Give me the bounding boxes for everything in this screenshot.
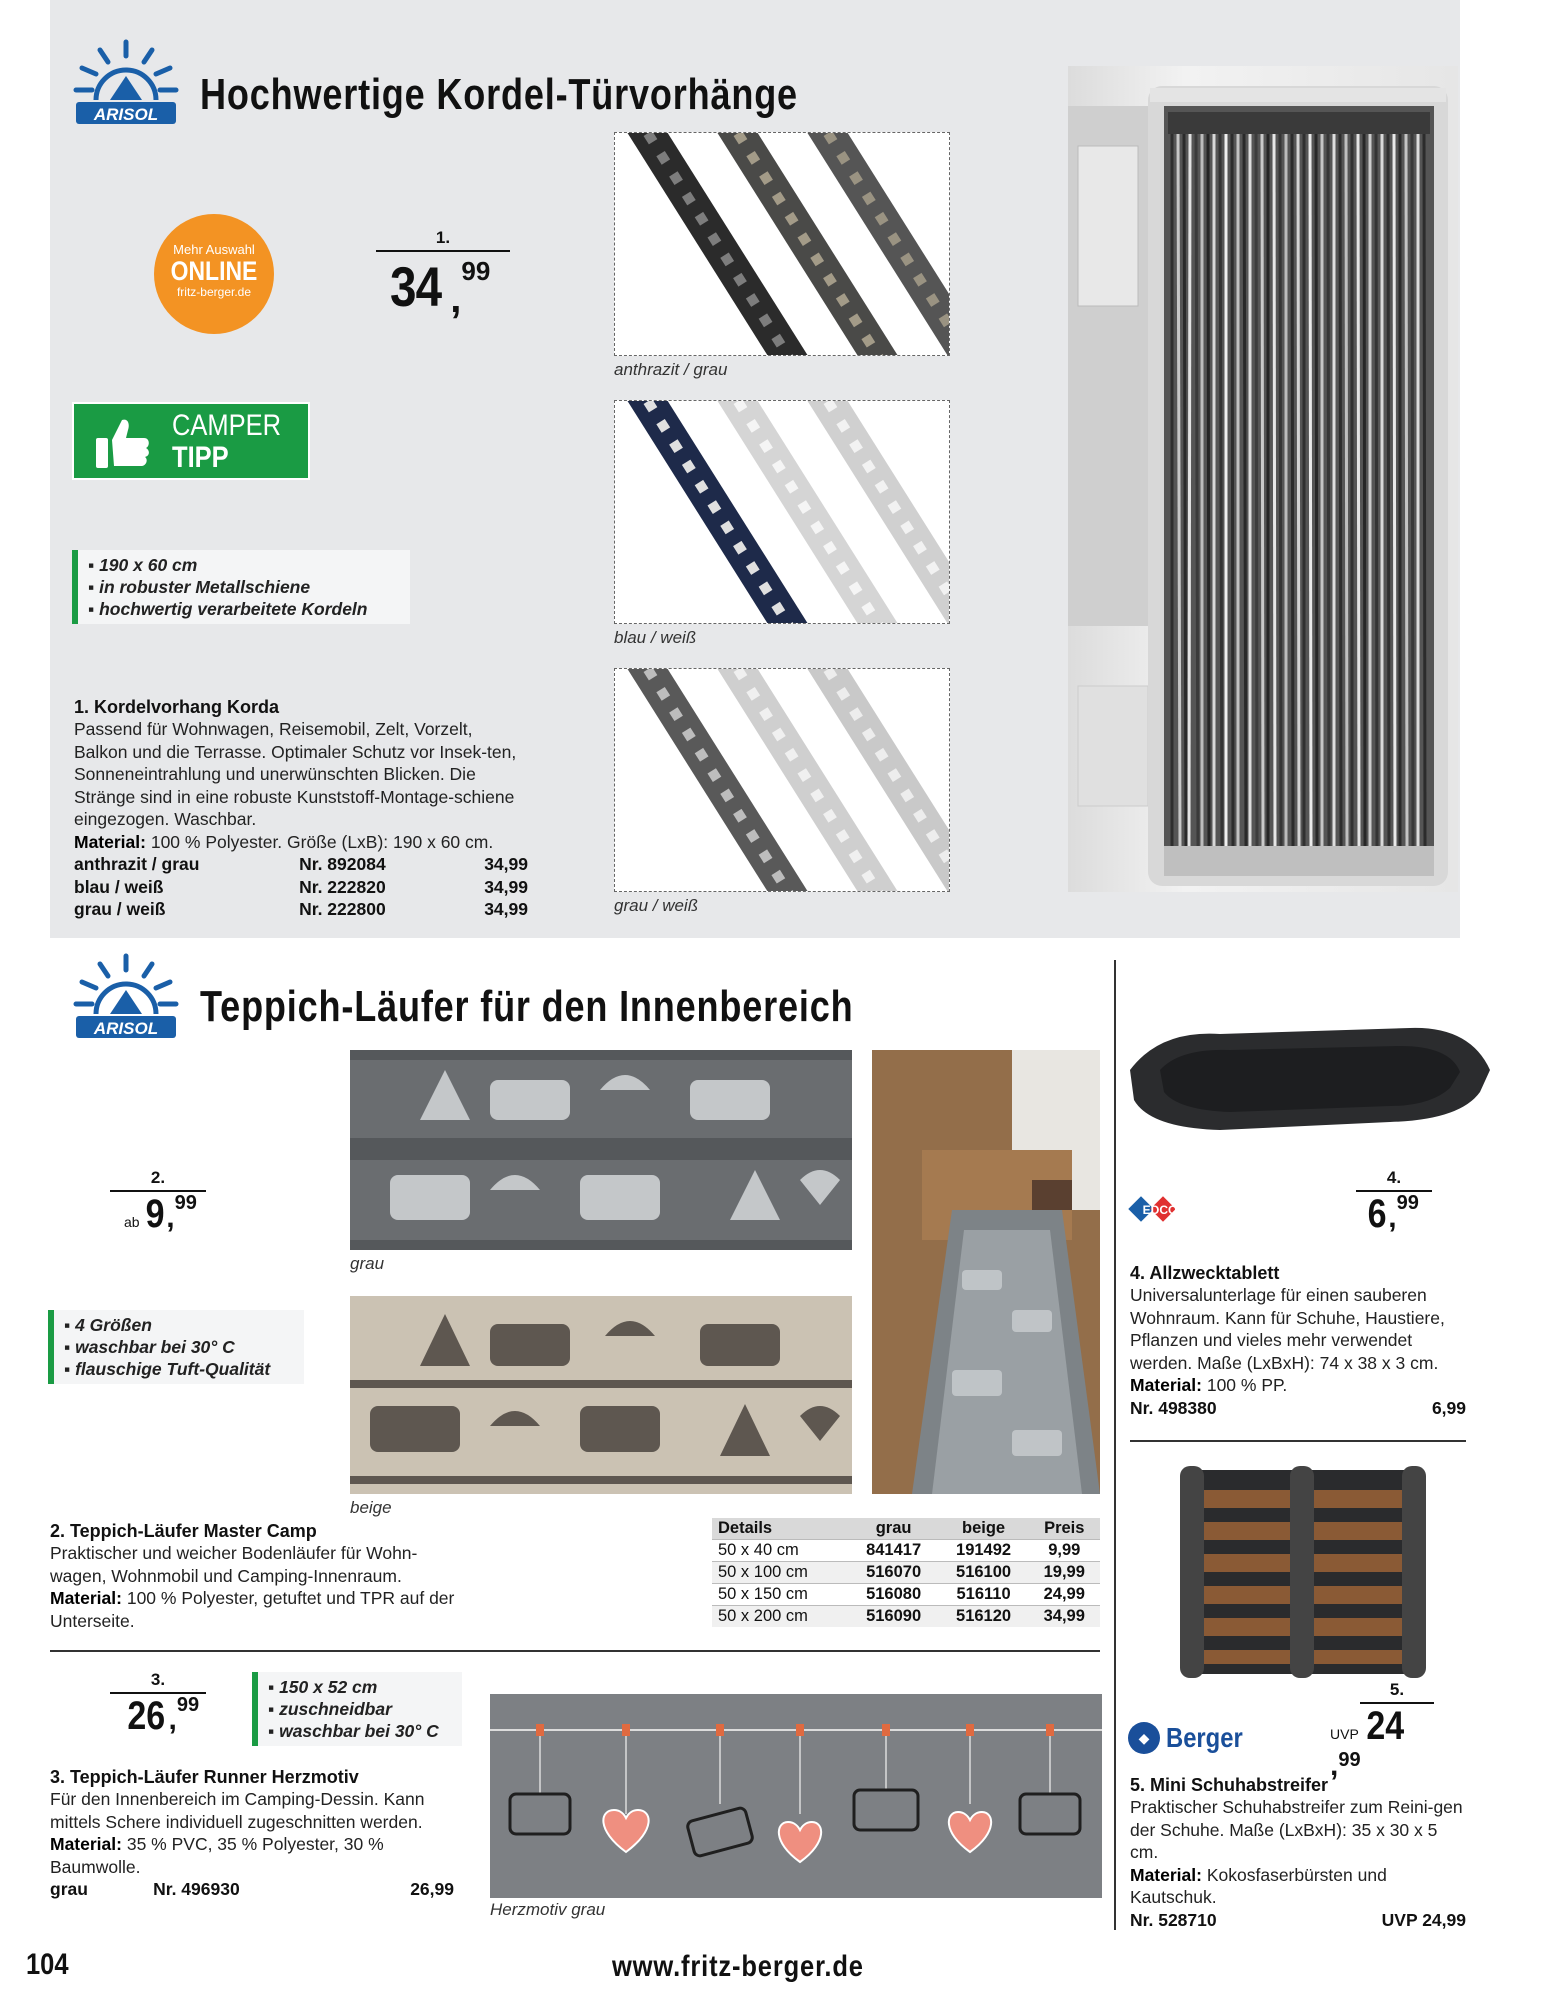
online-badge-line3: fritz-berger.de <box>176 285 252 299</box>
table-header-row <box>712 1518 1100 1540</box>
swatch-caption: grau / weiß <box>614 896 699 915</box>
price-5-decimal: 99 <box>1338 1749 1361 1771</box>
feature-item: ▪ hochwertig verarbeitete Kordeln <box>88 599 368 619</box>
table-header: beige <box>939 1518 1029 1540</box>
product-3-name: 3. Teppich-Läufer Runner Herzmotiv <box>50 1767 359 1787</box>
runner-caption: Herzmotiv grau <box>490 1900 606 1919</box>
arisol-logo <box>70 38 182 134</box>
variant-row: grau / weiß Nr. 222800 34,99 <box>74 899 528 919</box>
price-5: 5. UVP 24,99 <box>1330 1680 1434 1783</box>
price-2-prefix: ab <box>124 1214 140 1230</box>
product-5-material-label: Material: <box>1130 1864 1202 1885</box>
product-5-material: Kokosfaserbürsten und Kautschuk. <box>1130 1864 1387 1907</box>
size-price-table <box>712 1518 1100 1627</box>
table-header: grau <box>849 1518 939 1540</box>
product-4-block <box>1130 1262 1466 1419</box>
swatch-blau-weiss <box>614 400 950 624</box>
product-5-block <box>1130 1774 1466 1931</box>
swatch-caption: anthrazit / grau <box>614 360 728 379</box>
product-1-block <box>74 696 528 921</box>
rug-beige-image <box>350 1296 852 1494</box>
price-3-decimal: 99 <box>176 1694 200 1716</box>
feature-list-1 <box>72 550 410 624</box>
price-5-prefix: UVP <box>1330 1726 1359 1742</box>
price-4-integer: 6 <box>1367 1192 1387 1236</box>
door-curtain-photo <box>1068 66 1458 892</box>
table-row: 50 x 150 cm 516080 516110 24,99 <box>712 1584 1100 1606</box>
tray-image <box>1120 1020 1498 1140</box>
price-5-integer: 24 <box>1366 1704 1405 1748</box>
price-3: 3. 26 ,99 <box>110 1670 206 1739</box>
product-1-name: 1. Kordelvorhang Korda <box>74 697 280 717</box>
doormat-image <box>1172 1460 1434 1684</box>
variant-row: Nr. 498380 6,99 <box>1130 1397 1466 1418</box>
berger-logo <box>1128 1720 1256 1756</box>
online-badge[interactable] <box>154 214 274 334</box>
product-2-description: Praktischer und weicher Bodenläufer für Wohn-wagen, Wohnmobil und Camping-Innenraum. <box>50 1543 418 1586</box>
price-1: 1. 34 ,99 <box>376 228 510 317</box>
swatch-grau-weiss <box>614 668 950 892</box>
price-1-position: 1. <box>376 228 510 252</box>
price-2-integer: 9 <box>145 1192 165 1236</box>
table-row: 50 x 200 cm 516090 516120 34,99 <box>712 1606 1100 1628</box>
feature-item: ▪ 150 x 52 cm <box>268 1677 378 1697</box>
swatch-caption: blau / weiß <box>614 628 697 647</box>
berger-logo-text: Berger <box>1166 1722 1243 1753</box>
product-1-material-label: Material: <box>74 831 146 852</box>
feature-item: ▪ waschbar bei 30° C <box>64 1337 235 1357</box>
page-number: 104 <box>26 1948 69 1981</box>
camper-tipp-badge <box>72 402 310 480</box>
rug-caption: grau <box>350 1254 385 1273</box>
product-3-material-label: Material: <box>50 1834 122 1854</box>
rug-caption: beige <box>350 1498 392 1517</box>
feature-list-2 <box>48 1310 304 1384</box>
product-1-material: 100 % Polyester. Größe (LxB): 190 x 60 cm. <box>150 831 494 852</box>
arisol-logo <box>70 952 182 1048</box>
product-4-material-label: Material: <box>1130 1375 1202 1395</box>
feature-item: ▪ zuschneidbar <box>268 1699 392 1719</box>
product-5-description: Praktischer Schuhabstreifer zum Reini-gen der Schuhe. Maße (LxBxH): 35 x 30 x 5 cm. <box>1130 1797 1463 1862</box>
feature-item: ▪ flauschige Tuft-Qualität <box>64 1359 271 1379</box>
price-2-position: 2. <box>110 1168 206 1192</box>
berger-logo-icon: ◆ <box>1128 1722 1160 1754</box>
product-2-block <box>50 1520 470 1632</box>
table-header: Details <box>712 1518 849 1540</box>
table-row: 50 x 100 cm 516070 516100 19,99 <box>712 1562 1100 1584</box>
feature-list-3 <box>252 1672 462 1746</box>
online-badge-line1: Mehr Auswahl <box>173 242 255 257</box>
section-divider <box>50 1650 1100 1652</box>
camper-tipp-line2: TIPP <box>172 441 229 474</box>
section-divider <box>1130 1440 1466 1442</box>
svg-text:EDCO: EDCO <box>1142 1203 1178 1217</box>
price-2: 2. ab 9,99 <box>110 1168 206 1237</box>
product-2-material-label: Material: <box>50 1588 122 1608</box>
section-2-title: Teppich-Läufer für den Innenbereich <box>200 982 854 1031</box>
camper-tipp-line1: CAMPER <box>172 409 282 442</box>
feature-item: ▪ in robuster Metallschiene <box>88 577 311 597</box>
product-3-material: 35 % PVC, 35 % Polyester, 30 % Baumwolle. <box>50 1834 384 1877</box>
price-1-decimal: 99 <box>461 256 491 286</box>
rug-interior-photo <box>872 1050 1100 1494</box>
price-4: 4. 6,99 <box>1356 1168 1432 1237</box>
price-1-integer: 34 <box>390 255 442 318</box>
edco-logo <box>1124 1186 1196 1236</box>
price-4-position: 4. <box>1356 1168 1432 1192</box>
feature-item: ▪ 190 x 60 cm <box>88 555 198 575</box>
price-2-decimal: 99 <box>174 1192 197 1214</box>
table-header: Preis <box>1029 1518 1100 1540</box>
variant-row: Nr. 528710 UVP 24,99 <box>1130 1909 1466 1930</box>
product-4-name: 4. Allzwecktablett <box>1130 1263 1280 1283</box>
runner-heart-image <box>490 1694 1102 1898</box>
price-4-decimal: 99 <box>1396 1192 1419 1214</box>
variant-row: anthrazit / grau Nr. 892084 34,99 <box>74 854 528 874</box>
column-divider <box>1114 960 1116 1930</box>
product-3-block <box>50 1766 454 1901</box>
svg-text:ARISOL: ARISOL <box>93 1019 159 1038</box>
feature-item: ▪ waschbar bei 30° C <box>268 1721 439 1741</box>
price-5-position: 5. <box>1360 1680 1434 1704</box>
price-3-position: 3. <box>110 1670 206 1694</box>
product-5-name: 5. Mini Schuhabstreifer <box>1130 1775 1329 1795</box>
swatch-anthrazit-grau <box>614 132 950 356</box>
svg-text:ARISOL: ARISOL <box>93 105 159 124</box>
variant-row: grau Nr. 496930 26,99 <box>50 1879 454 1899</box>
footer-url[interactable]: www.fritz-berger.de <box>612 1950 864 1983</box>
feature-item: ▪ 4 Größen <box>64 1315 152 1335</box>
thumbs-up-icon <box>94 416 152 470</box>
product-3-description: Für den Innenbereich im Camping-Dessin. Kann mittels Schere individuell zugeschnitten werden. <box>50 1789 425 1832</box>
product-1-description: Passend für Wohnwagen, Reisemobil, Zelt, Vorzelt, Balkon und die Terrasse. Optimaler Schutz vor Insek-ten, Sonneneintrahlung und unerwünschten Blicken. Die Stränge sind in eine robuste Kunststoff-Montage-schiene eingezogen. Waschbar. <box>74 719 517 829</box>
variant-row: blau / weiß Nr. 222820 34,99 <box>74 876 528 897</box>
online-badge-line2: ONLINE <box>170 256 258 286</box>
rug-grau-image <box>350 1050 852 1250</box>
section-1-title: Hochwertige Kordel-Türvorhänge <box>200 70 798 119</box>
product-4-description: Universalunterlage für einen sauberen Wohnraum. Kann für Schuhe, Haustiere, Pflanzen und vieles mehr verwendet werden. Maße (LxBxH): 74 x 38 x 3 cm. <box>1130 1285 1445 1373</box>
product-2-name: 2. Teppich-Läufer Master Camp <box>50 1521 317 1541</box>
product-2-material: 100 % Polyester, getuftet und TPR auf der Unterseite. <box>50 1588 455 1631</box>
product-4-material: 100 % PP. <box>1206 1375 1288 1395</box>
price-3-integer: 26 <box>127 1694 166 1738</box>
table-row: 50 x 40 cm 841417 191492 9,99 <box>712 1540 1100 1562</box>
